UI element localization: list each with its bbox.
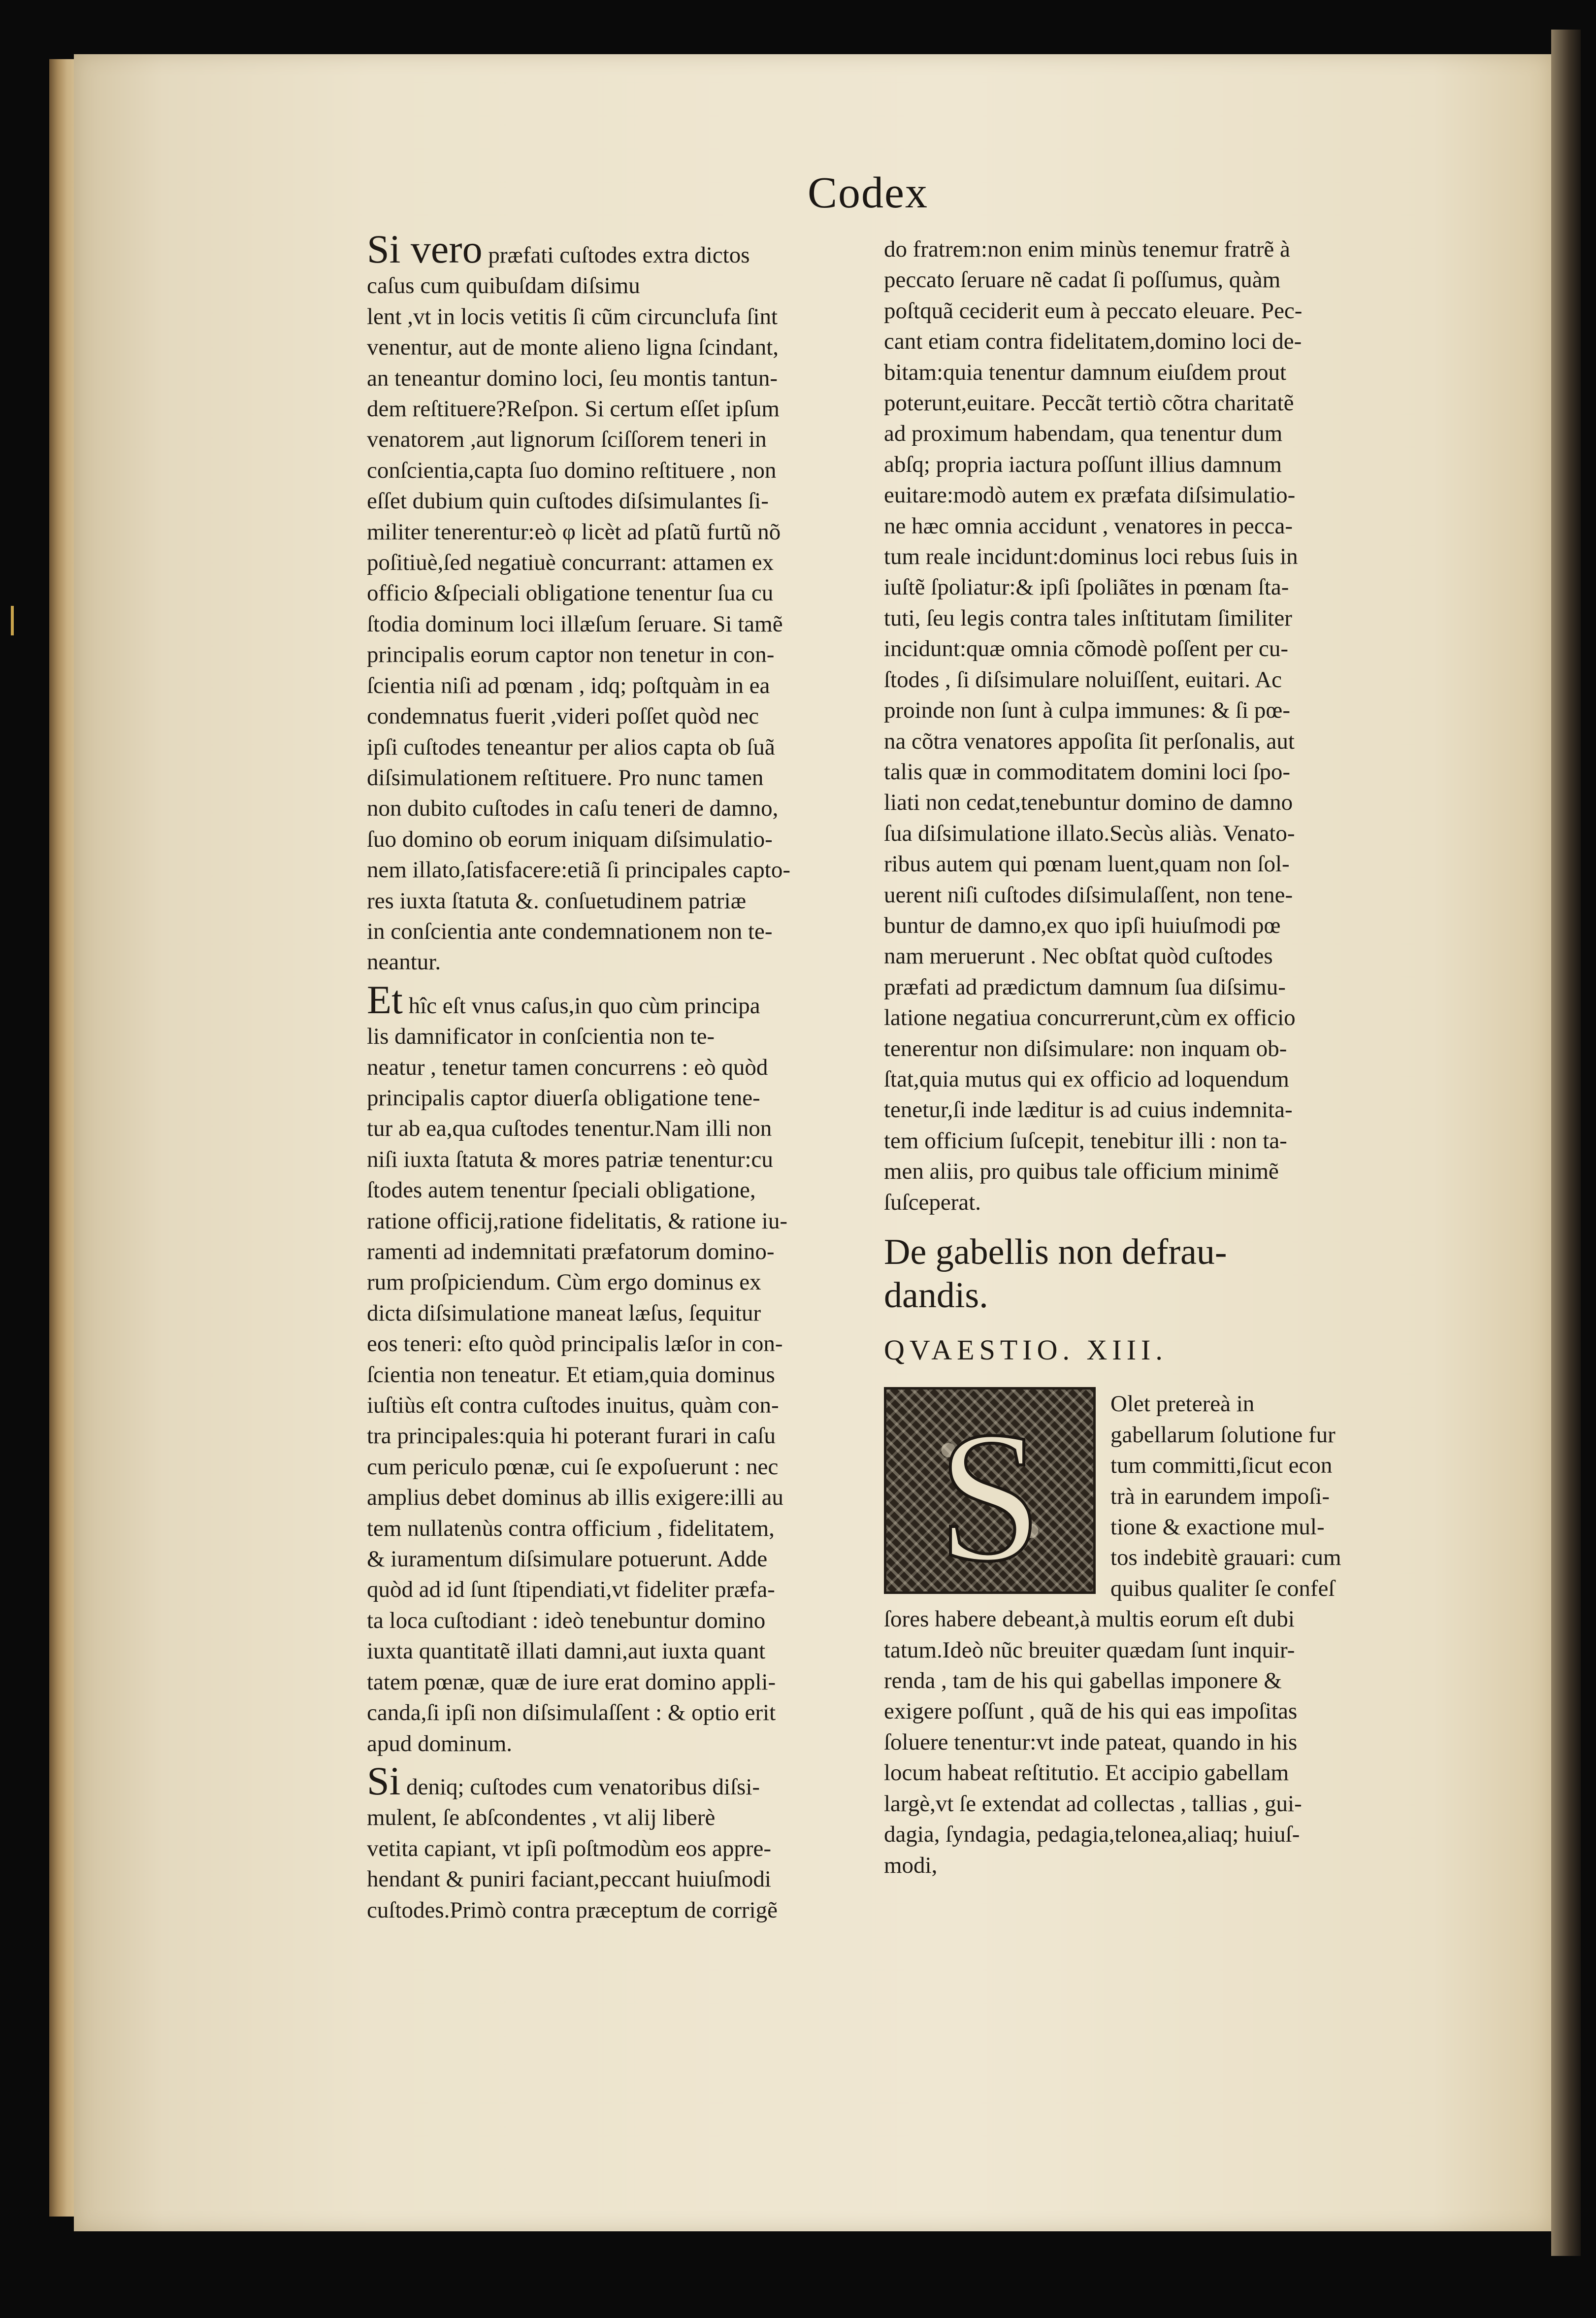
running-head: Codex: [808, 168, 928, 217]
paragraph-lead: Si: [367, 1758, 401, 1803]
paragraph-3: [367, 1758, 879, 1925]
paragraph-lead: Et: [367, 977, 403, 1022]
right-column: [884, 234, 1440, 1978]
initial-letter: S: [938, 1393, 1042, 1592]
edge-mark: [11, 606, 14, 635]
section-title: De gabellis non defrau- dandis.: [884, 1232, 1227, 1316]
paragraph-text: præfati cuſtodes extra dictos caſus cum quibuſdam diſsimu lent ,vt in locis vetitis ſi cũm circunclufa ſint venentur, aut de monte alieno ligna ſcindant, an teneantur domino loci, ſeu montis tantun- dem reſtituere?Reſpon. Si certum eſſet ipſum venatorem ,aut lignorum ſciſſorem teneri in conſcientia,capta ſuo domino reſtituere , non eſſet dubium quin cuſtodes diſsimulantes ſi- militer tenerentur:eò φ licèt ad pſatũ furtũ nõ poſitiuè,ſed negatiuè concurrant: attamen ex officio &ſpeciali obligatione tenentur ſua cu ſtodia dominum loci illæſum ſeruare. Si tamẽ principalis eorum captor non tenetur in con- ſcientia niſi ad pœnam , idq; poſtquàm in ea condemnatus fuerit ,videri poſſet quòd nec ipſi cuſtodes teneantur per alios capta ob ſuã diſsimulationem reſtituere. Pro nunc tamen non dubito cuſtodes in caſu teneri de damno, ſuo domino ob eorum iniquam diſsimulatio- nem illato,ſatisfacere:etiã ſi principales capto- res iuxta ſtatuta &. conſuetudinem patriæ in conſcientia ante condemnationem non te- neantur.: [367, 242, 790, 975]
initial-body: Olet pretereà in gabellarum ſolutione fur tum committi,ſicut econ trà in earundem impoſi- tione & exactione mul- tos indebitè grauari: cum quibus qualiter ſe confeſ: [1110, 1391, 1341, 1601]
paragraph-lead: Si vero: [367, 227, 483, 271]
initial-ornament-icon: [886, 1390, 1093, 1591]
paragraph-text: deniq; cuſtodes cum venatoribus diſsi- mulent, ſe abſcondentes , vt alij liberè vetita capiant, vt ipſi poſtmodùm eos appre- hendant & puniri faciant,peccant huiuſmodi cuſtodes.Primò contra præceptum de corrigẽ: [367, 1774, 778, 1923]
body-text: ſores habere debeant,à multis eorum eſt dubi tatum.Ideò nũc breuiter quædam ſunt inquir- renda , tam de his qui gabellas imponere & exigere poſſunt , quã de his qui eas impoſitas ſoluere tenentur:vt inde pateat, quando in his locum habeat reſtitutio. Et accipio gabellam largè,vt ſe extendat ad collectas , tallias , gui- dagia, ſyndagia, pedagia,telonea,aliaq; huiuſ- modi,: [884, 1606, 1302, 1878]
continued-text: do fratrem:non enim minùs tenemur fratrẽ à peccato ſeruare nẽ cadat ſi poſſumus, quàm poſtquã ceciderit eum à peccato eleuare. Pec- cant etiam contra fidelitatem,domino loci de- bitam:quia tenentur damnum eiuſdem prout poterunt,euitare. Peccãt tertiò cõtra charitatẽ ad proximum habendam, qua tenentur dum abſq; propria iactura poſſunt illius damnum euitare:modò autem ex præfata diſsimulatio- ne hæc omnia accidunt , venatores in pecca- tum reale incidunt:dominus loci rebus ſuis in iuſtẽ ſpoliatur:& ipſi ſpoliãtes in pœnam ſta- tuti, ſeu legis contra tales inſtitutam ſimiliter incidunt:quæ omnia cõmodè poſſent per cu- ſtodes , ſi diſsimulare noluiſſent, euitari. Ac proinde non ſunt à culpa immunes: & ſi pœ- na cõtra venatores appoſita ſit perſonalis, aut talis quæ in commoditatem domini loci ſpo- liati non cedat,tenebuntur domino de damno ſua diſsimulatione illato.Secùs aliàs. Venato- ribus autem qui pœnam luent,quam non ſol- uerent niſi cuſtodes diſsimulaſſent, non tene- buntur de damno,ex quo ipſi huiuſmodi pœ nam meruerunt . Nec obſtat quòd cuſtodes præfati ad prædictum damnum ſua diſsimu- latione negatiua concurrerunt,cùm ex officio tenerentur non diſsimulare: non inquam ob- ſtat,quia mutus qui ex officio ad loquendum tenetur,ſi inde læditur is ad cuius indemnita- tem officium ſuſcepit, tenebitur illi : non ta- men aliis, pro quibus tale officium minimẽ ſuſceperat.: [884, 236, 1303, 1215]
decorated-initial-s: [884, 1387, 1096, 1594]
initial-paragraph: [884, 1385, 1440, 1881]
paragraph-2: [367, 977, 879, 1759]
left-column: [367, 227, 879, 1953]
paragraph-text: hîc eſt vnus caſus,in quo cùm principa lis damnificator in conſcientia non te- neatur , tenetur tamen concurrens : eò quòd principalis captor diuerſa obligatione tene- tur ab ea,qua cuſtodes tenentur.Nam illi non niſi iuxta ſtatuta & mores patriæ tenentur:cu ſtodes autem tenentur ſpeciali obligatione, ratione officij,ratione fidelitatis, & ratione iu- ramenti ad indemnitati præfatorum domino- rum proſpiciendum. Cùm ergo dominus ex dicta diſsimulatione maneat læſus, ſequitur eos teneri: eſto quòd principalis læſor in con- ſcientia non teneatur. Et etiam,quia dominus iuſtiùs eſt contra cuſtodes inuitus, quàm con- tra principales:quia hi poterant furari in caſu cum periculo pœnæ, cui ſe expoſuerunt : nec amplius debet dominus ab illis exigere:illi au tem nullatenùs contra officium , fidelitatem, & iuramentum diſsimulare potuerunt. Adde quòd ad id ſunt ſtipendiati,vt fideliter præfa- ta loca cuſtodiant : ideò tenebuntur domino iuxta quantitatẽ illati damni,aut iuxta quant tatem pœnæ, quæ de iure erat domino appli- canda,ſi ipſi non diſsimulaſſent : & optio erit apud dominum.: [367, 993, 787, 1756]
paragraph-1: [367, 227, 879, 978]
question-heading: QVAESTIO. XIII.: [884, 1334, 1168, 1366]
page-gutter: [1551, 30, 1581, 2256]
